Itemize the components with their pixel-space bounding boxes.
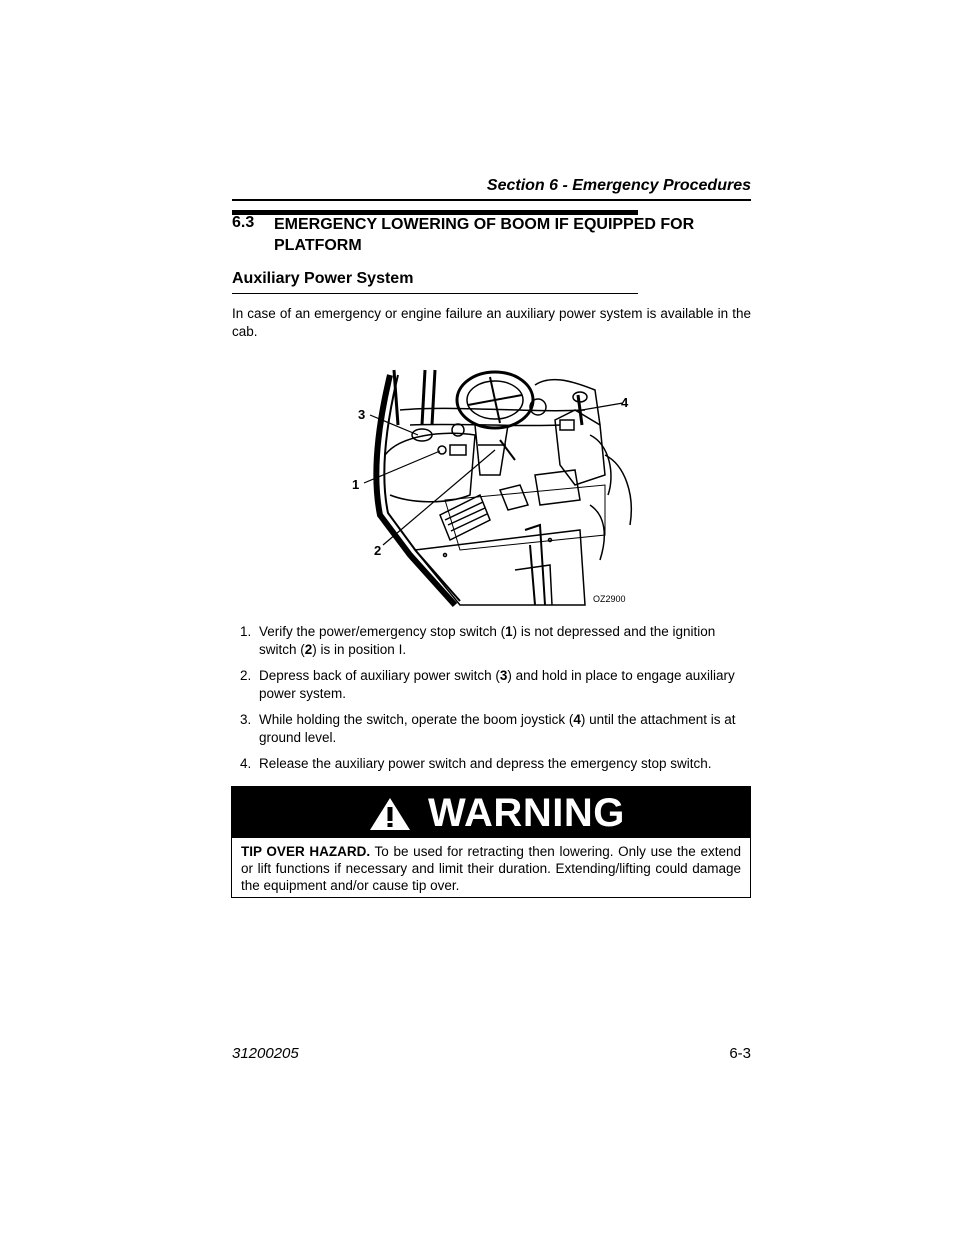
section-title: EMERGENCY LOWERING OF BOOM IF EQUIPPED FOR PLATFORM — [274, 216, 695, 254]
section-header: Section 6 - Emergency Procedures — [486, 177, 751, 194]
figure-id: OZ2900 — [593, 594, 626, 604]
callout-2: 2 — [374, 543, 382, 558]
cab-figure — [350, 365, 640, 610]
step-1: 1. Verify the power/emergency stop switch (1) is not depressed and the ignition switch (2) is in position I. — [240, 624, 716, 657]
header-rule — [232, 199, 751, 201]
callout-4: 4 — [621, 395, 629, 410]
warning-triangle-icon — [368, 796, 412, 832]
warning-box — [231, 786, 751, 898]
cab-drawing — [350, 365, 640, 610]
procedure-steps — [232, 623, 751, 782]
callout-1: 1 — [352, 477, 360, 492]
document-number: 31200205 — [232, 1045, 299, 1062]
step-4: 4. Release the auxiliary power switch and depress the emergency stop switch. — [240, 756, 712, 771]
subsection-title: Auxiliary Power System — [232, 270, 414, 287]
warning-title: WARNING — [428, 791, 625, 835]
warning-text: TIP OVER HAZARD. To be used for retracting then lowering. Only use the extend or lift functions if necessary and limit their duration. Extending/lifting could damage the equipment and/or cause tip over. — [241, 844, 742, 893]
warning-header — [232, 787, 750, 838]
callout-3: 3 — [358, 407, 366, 422]
section-number: 6.3 — [232, 214, 255, 231]
subsection-rule — [232, 293, 638, 294]
step-2: 2. Depress back of auxiliary power switch (3) and hold in place to engage auxiliary power system. — [240, 668, 735, 701]
step-3: 3. While holding the switch, operate the boom joystick (4) until the attachment is at ground level. — [240, 712, 736, 745]
page-number: 6-3 — [729, 1045, 751, 1062]
intro-paragraph: In case of an emergency or engine failure an auxiliary power system is available in the cab. — [232, 306, 751, 339]
